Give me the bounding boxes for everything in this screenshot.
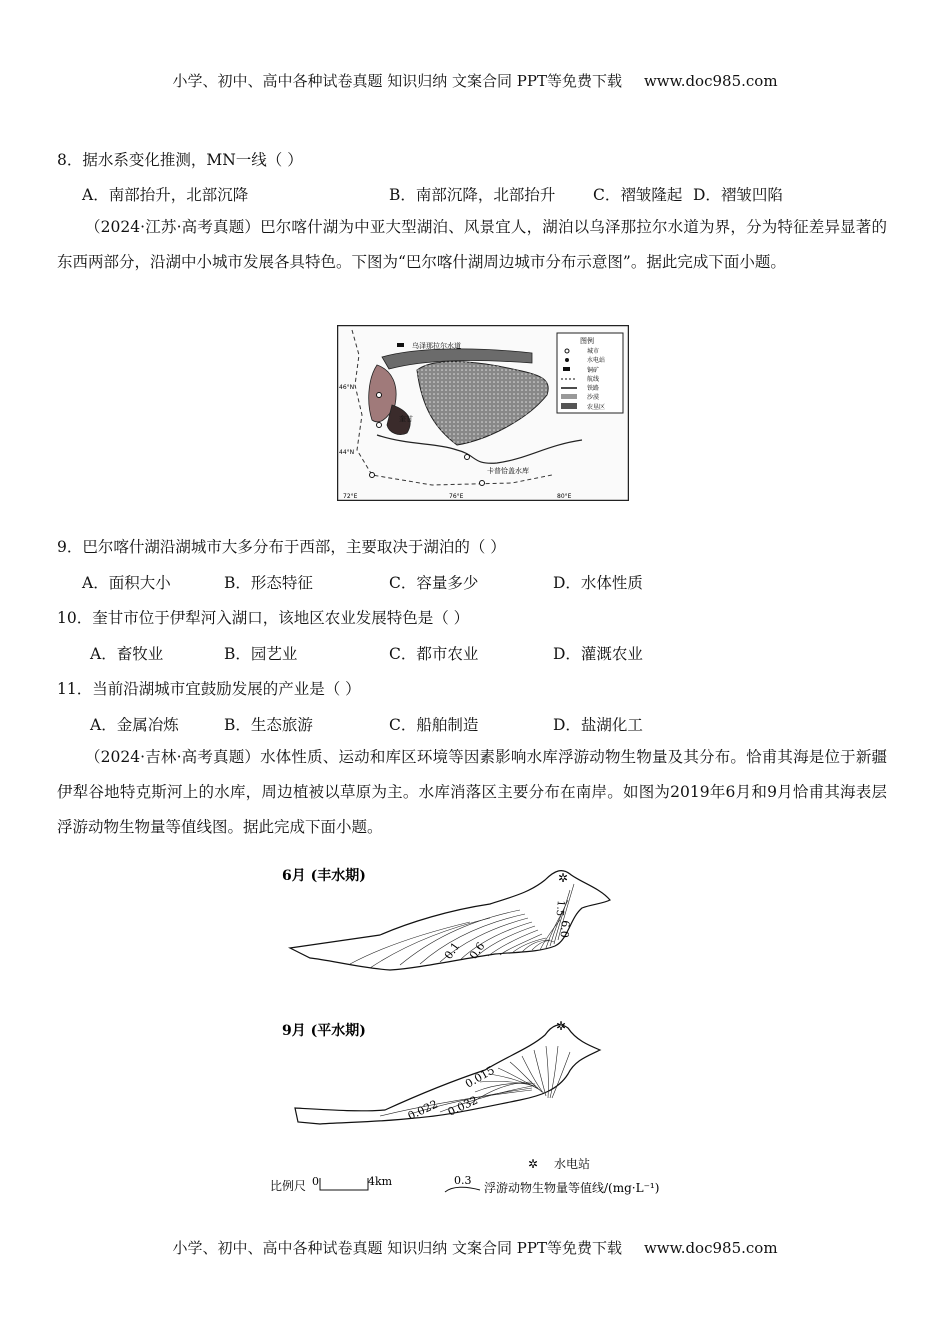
sept-contour-label: 0.032 bbox=[445, 1093, 480, 1119]
city-icon bbox=[480, 481, 485, 486]
header-text: 小学、初中、高中各种试卷真题 知识归纳 文案合同 PPT等免费下载 bbox=[172, 72, 622, 90]
q8-option-d[interactable]: D．褶皱凹陷 bbox=[693, 186, 783, 204]
q9-option-a[interactable]: A．面积大小 bbox=[82, 574, 171, 592]
legend-city-icon bbox=[565, 349, 569, 353]
legend-item: 城市 bbox=[587, 348, 600, 355]
june-contour-label: 1.5 bbox=[553, 899, 566, 917]
legend-title: 图例 bbox=[580, 337, 594, 345]
header-site[interactable]: www.doc985.com bbox=[643, 72, 778, 90]
legend-contour-icon bbox=[445, 1187, 480, 1192]
legend-item: 农垦区 bbox=[587, 404, 606, 411]
city-icon bbox=[377, 393, 382, 398]
q11-option-d[interactable]: D．盐湖化工 bbox=[553, 716, 643, 734]
lon-label-80: 80°E bbox=[557, 493, 572, 500]
scale-zero: 0 bbox=[312, 1175, 319, 1188]
footer-text: 小学、初中、高中各种试卷真题 知识归纳 文案合同 PPT等免费下载 bbox=[172, 1239, 622, 1257]
legend-item: 铁路 bbox=[587, 385, 600, 392]
scale-label: 比例尺 bbox=[270, 1179, 307, 1193]
question-11-stem: 11．当前沿湖城市宜鼓励发展的产业是（ ） bbox=[57, 680, 361, 698]
strait-label: 乌泽那拉尔水道 bbox=[412, 342, 461, 350]
reservoir-contour-map bbox=[270, 860, 690, 1200]
legend-desert-icon bbox=[561, 394, 577, 399]
june-contour-label: 0.6 bbox=[466, 939, 488, 962]
page-footer bbox=[0, 1237, 950, 1258]
scale-bar bbox=[320, 1178, 368, 1190]
question-10-stem: 10．奎甘市位于伊犁河入湖口，该地区农业发展特色是（ ） bbox=[57, 609, 470, 627]
hydro-station-icon bbox=[465, 455, 470, 460]
q8-option-c[interactable]: C．褶皱隆起 bbox=[593, 186, 683, 204]
city-icon bbox=[377, 423, 382, 428]
legend-item: 航线 bbox=[587, 376, 600, 383]
lat-label-46: 46°N bbox=[339, 384, 355, 391]
hydro-station-icon: ✲ bbox=[558, 871, 569, 885]
q11-option-b[interactable]: B．生态旅游 bbox=[224, 716, 313, 734]
q10-option-b[interactable]: B．园艺业 bbox=[224, 645, 298, 663]
q11-option-c[interactable]: C．船舶制造 bbox=[389, 716, 479, 734]
lon-label-76: 76°E bbox=[449, 493, 464, 500]
hydro-station-icon: ✲ bbox=[556, 1019, 567, 1033]
q10-option-d[interactable]: D．灌溉农业 bbox=[553, 645, 643, 663]
legend-item: 沙漠 bbox=[587, 394, 600, 401]
june-contour-label: 0.1 bbox=[441, 939, 463, 962]
june-title: 6月 (丰水期) bbox=[282, 868, 366, 884]
q10-option-a[interactable]: A．畜牧业 bbox=[90, 645, 164, 663]
legend-item: 水电站 bbox=[587, 357, 606, 364]
legend-station-icon: ✲ bbox=[528, 1157, 539, 1171]
q9-option-c[interactable]: C．容量多少 bbox=[389, 574, 479, 592]
legend-item: 铜矿 bbox=[587, 367, 600, 374]
lat-label-44: 44°N bbox=[339, 449, 355, 456]
legend-hydro-icon bbox=[565, 358, 569, 362]
legend-station-label: 水电站 bbox=[554, 1157, 591, 1171]
city-icon bbox=[370, 473, 375, 478]
legend-mine-icon bbox=[563, 367, 570, 371]
q9-option-d[interactable]: D．水体性质 bbox=[553, 574, 643, 592]
reservoir-label: 卡普恰盖水库 bbox=[487, 467, 529, 475]
sept-title: 9月 (平水期) bbox=[282, 1023, 366, 1039]
city-label-kuigan: 奎甘 bbox=[399, 415, 413, 423]
intro-paragraph-jiangsu: （2024·江苏·高考真题）巴尔喀什湖为中亚大型湖泊、风景宜人，湖泊以乌泽那拉尔水道为界，分为特征差异显著的东西两部分，沿湖中小城市发展各具特色。下图为“巴尔喀什湖周边城市分布示意图”。据此完成下面小题。 bbox=[57, 218, 887, 271]
q8-option-a[interactable]: A．南部抬升，北部沉降 bbox=[82, 186, 249, 204]
q11-option-a[interactable]: A．金属冶炼 bbox=[90, 716, 179, 734]
legend-contour-label: 浮游动物生物量等值线/(mg·L⁻¹) bbox=[484, 1181, 660, 1195]
sept-contour-label: 0.015 bbox=[463, 1063, 497, 1091]
legend-contour-value: 0.3 bbox=[454, 1174, 472, 1187]
question-9-stem: 9．巴尔喀什湖沿湖城市大多分布于西部，主要取决于湖泊的（ ） bbox=[57, 538, 506, 556]
intro-paragraph-jilin: （2024·吉林·高考真题）水体性质、运动和库区环境等因素影响水库浮游动物生物量及其分布。恰甫其海是位于新疆伊犁谷地特克斯河上的水库，周边植被以草原为主。水库消落区主要分布在南岸。如图为2019年6月和9月恰甫其海表层浮游动物生物量等值线图。据此完成下面小题。 bbox=[57, 748, 887, 836]
question-8-stem: 8．据水系变化推测，MN一线（ ） bbox=[57, 151, 303, 169]
q9-option-b[interactable]: B．形态特征 bbox=[224, 574, 313, 592]
sept-contour-label: 0.022 bbox=[405, 1097, 440, 1123]
balkhash-map bbox=[337, 325, 629, 501]
legend-agri-icon bbox=[561, 403, 577, 409]
june-contour-label: 6.0 bbox=[557, 919, 572, 939]
q8-option-b[interactable]: B．南部沉降，北部抬升 bbox=[389, 186, 556, 204]
page-header bbox=[0, 70, 950, 91]
scale-km: 4km bbox=[368, 1175, 393, 1188]
copper-mine-icon bbox=[397, 343, 404, 347]
q10-option-c[interactable]: C．都市农业 bbox=[389, 645, 479, 663]
lon-label-72: 72°E bbox=[343, 493, 358, 500]
footer-site[interactable]: www.doc985.com bbox=[643, 1239, 778, 1257]
